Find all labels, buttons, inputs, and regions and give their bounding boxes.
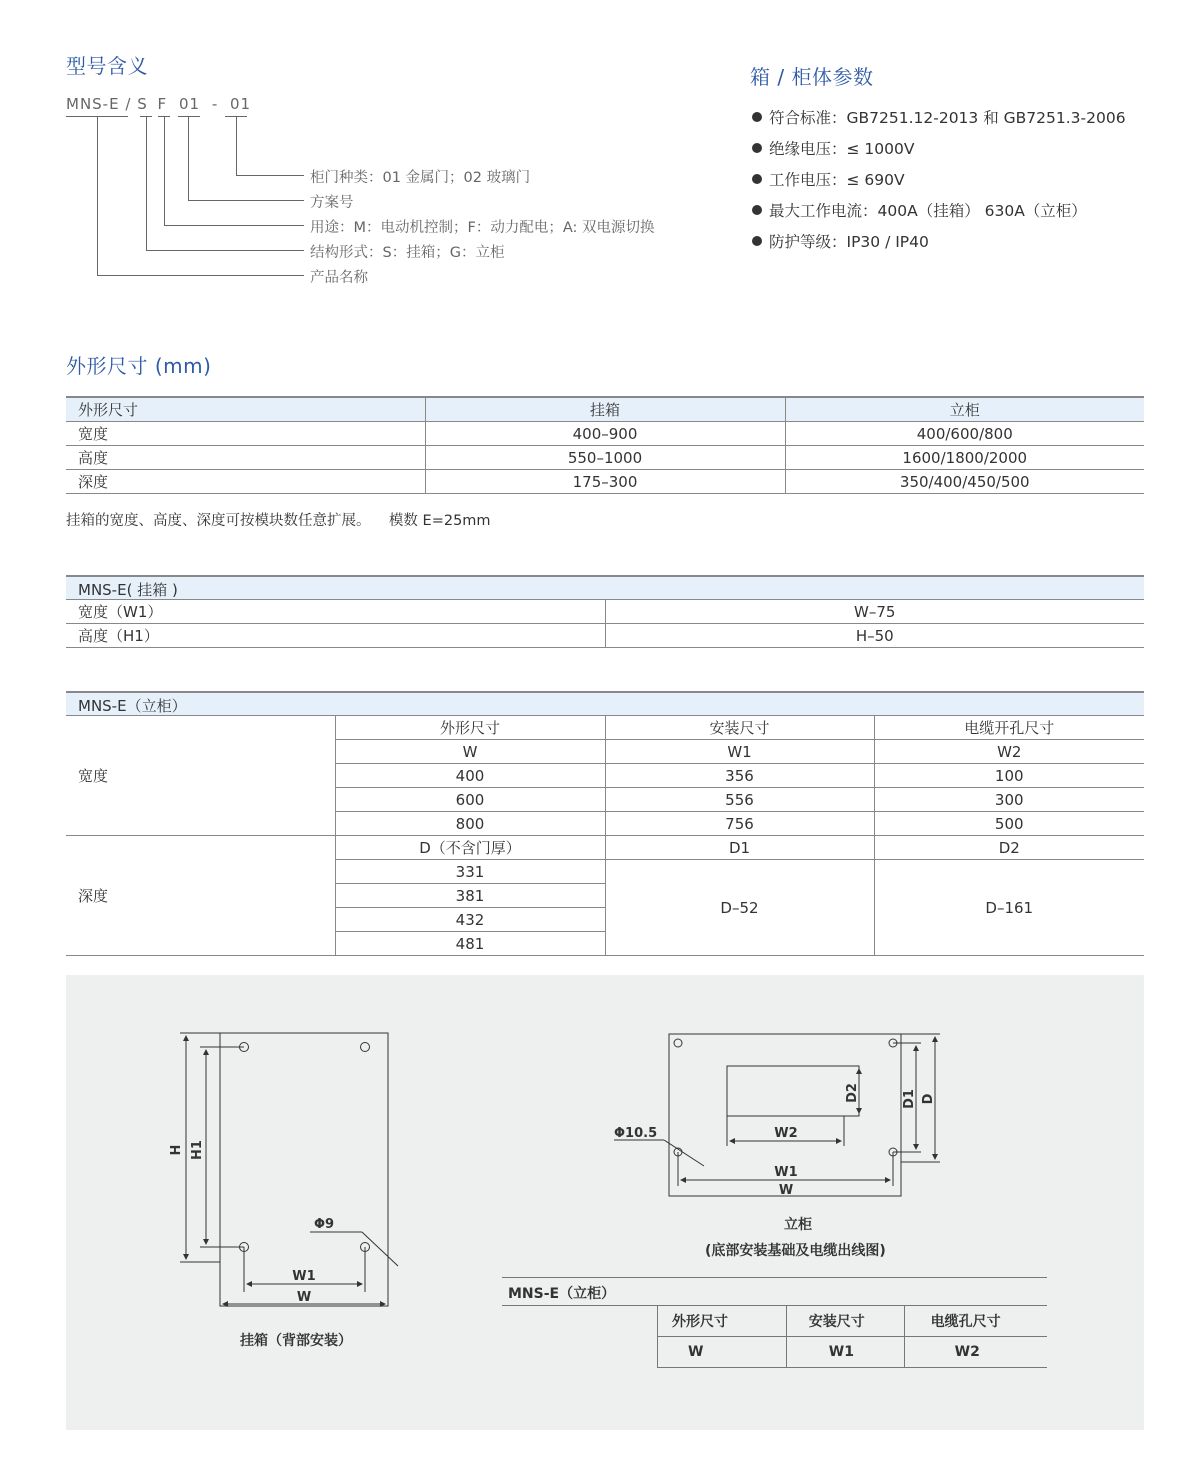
table-header-cell: 外形尺寸 [658, 1306, 787, 1337]
label-w: W [778, 1183, 794, 1198]
table-cell: D（不含门厚） [335, 836, 605, 860]
label-w1: W1 [292, 1269, 316, 1284]
table-cell: W [335, 740, 605, 764]
table-cell: D–52 [605, 860, 874, 956]
hang-box-outline [220, 1033, 388, 1306]
table-cell: 481 [335, 932, 605, 956]
param-working-voltage: 工作电压：≤ 690V [752, 168, 905, 190]
param-protection: 防护等级：IP30 / IP40 [752, 230, 929, 252]
desc-structure: 结构形式：S：挂箱；G：立柜 [310, 245, 505, 261]
table-cell: 1600/1800/2000 [785, 446, 1144, 470]
label-d1: D1 [902, 1089, 917, 1109]
table-cell: 175–300 [425, 470, 785, 494]
table-cell: 381 [335, 884, 605, 908]
param-standard: 符合标准：GB7251.12-2013 和 GB7251.3-2006 [752, 106, 1126, 128]
label-w1: W1 [774, 1165, 798, 1180]
table-cell: 400 [335, 764, 605, 788]
table-cell: 800 [335, 812, 605, 836]
small-table [657, 1306, 1047, 1368]
cabinet-table-title: MNS-E（立柜） [78, 697, 187, 715]
small-table-title: MNS-E（立柜） [508, 1286, 616, 1302]
hang-box-caption: 挂箱（背部安装） [240, 1333, 352, 1349]
label-h: H [169, 1144, 184, 1156]
code-n2: 01 [230, 95, 252, 113]
cable-opening [727, 1066, 859, 1116]
table-cell: 350/400/450/500 [785, 470, 1144, 494]
table-header-cell: 立柜 [785, 397, 1144, 422]
dimensions-title: 外形尺寸 (mm) [66, 354, 212, 378]
table-cell: D2 [874, 836, 1144, 860]
table-cell: 深度 [66, 470, 425, 494]
table-header-cell: 外形尺寸 [335, 716, 605, 740]
table-cell: W1 [786, 1337, 904, 1368]
mounting-hole [674, 1039, 682, 1047]
code-n1: 01 [178, 95, 201, 113]
table-cell: 756 [605, 812, 874, 836]
table-cell: 556 [605, 788, 874, 812]
desc-usage: 用途：M：电动机控制；F：动力配电；A: 双电源切换 [310, 220, 655, 236]
table-cell: D1 [605, 836, 874, 860]
table-header-cell: 安装尺寸 [605, 716, 874, 740]
label-hole-phi9: Φ9 [314, 1217, 335, 1232]
code-base: MNS-E [66, 95, 120, 113]
desc-scheme-no: 方案号 [310, 195, 354, 211]
table-cell: 432 [335, 908, 605, 932]
code-f: F [157, 95, 168, 113]
table-header-cell: 电缆孔尺寸 [904, 1306, 1047, 1337]
label-hole-phi10-5: Φ10.5 [614, 1126, 658, 1141]
label-d2: D2 [845, 1083, 860, 1103]
param-max-current: 最大工作电流：400A（挂箱） 630A（立柜） [752, 199, 1087, 221]
table-cell: 高度 [66, 446, 425, 470]
code-dash: - [211, 95, 219, 113]
table-header-cell: 电缆开孔尺寸 [874, 716, 1144, 740]
table-cell: H–50 [605, 624, 1144, 648]
table-cell: W2 [904, 1337, 1047, 1368]
table-cell: 宽度（W1） [66, 600, 605, 624]
table-cell: 331 [335, 860, 605, 884]
row-label-depth: 深度 [66, 836, 335, 956]
table-cell: W [658, 1337, 787, 1368]
table-header-cell: 挂箱 [425, 397, 785, 422]
label-h1: H1 [190, 1140, 205, 1160]
code-s: S [137, 95, 148, 113]
table-cell: 550–1000 [425, 446, 785, 470]
mounting-hole [361, 1043, 370, 1052]
cabinet-caption: 立柜 [784, 1217, 812, 1233]
table-cell: 宽度 [66, 422, 425, 446]
table-cell: D–161 [874, 860, 1144, 956]
table-cell: 500 [874, 812, 1144, 836]
desc-door-type: 柜门种类：01 金属门；02 玻璃门 [310, 170, 531, 186]
code-sep: / [125, 95, 132, 113]
cabinet-subcaption: (底部安装基础及电缆出线图) [705, 1243, 886, 1259]
table-cell: 100 [874, 764, 1144, 788]
label-w: W [296, 1290, 312, 1305]
dimensions-note: 挂箱的宽度、高度、深度可按模块数任意扩展。 模数 E=25mm [66, 513, 491, 529]
table-cell: 300 [874, 788, 1144, 812]
hang-box-table-title: MNS-E( 挂箱 ) [78, 581, 178, 599]
table-header-cell: 外形尺寸 [66, 397, 425, 422]
small-table-topline [502, 1277, 1047, 1278]
table-cell: W2 [874, 740, 1144, 764]
label-w2: W2 [774, 1126, 798, 1141]
label-d: D [921, 1093, 936, 1105]
row-label-width: 宽度 [66, 716, 335, 836]
table-cell: 600 [335, 788, 605, 812]
table-cell: 356 [605, 764, 874, 788]
params-title: 箱 / 柜体参数 [750, 65, 874, 89]
table-cell: 400/600/800 [785, 422, 1144, 446]
hang-box-drawing [180, 1033, 398, 1306]
desc-product-name: 产品名称 [310, 270, 368, 286]
table-header-cell: 安装尺寸 [786, 1306, 904, 1337]
model-title: 型号含义 [66, 54, 148, 78]
param-insulation-voltage: 绝缘电压：≤ 1000V [752, 137, 914, 159]
table-cell: 高度（H1） [66, 624, 605, 648]
table-header-row [658, 1306, 1048, 1337]
table-cell: W1 [605, 740, 874, 764]
table-row [658, 1337, 1048, 1368]
table-cell: 400–900 [425, 422, 785, 446]
table-cell: W–75 [605, 600, 1144, 624]
